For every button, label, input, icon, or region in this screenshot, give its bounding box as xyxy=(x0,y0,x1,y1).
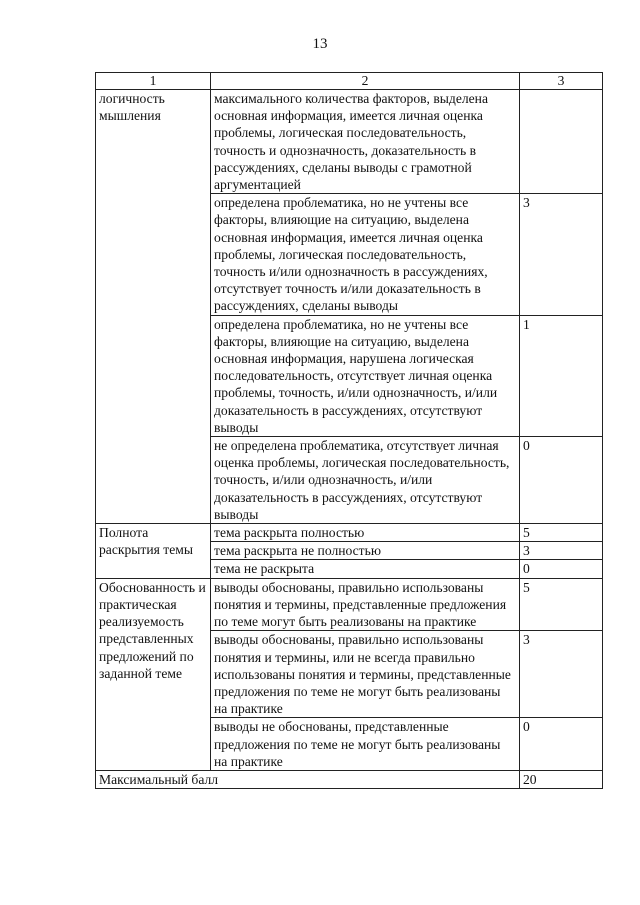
criteria-table xyxy=(95,72,603,789)
score-cell: 0 xyxy=(520,437,603,524)
score-cell: 5 xyxy=(520,578,603,631)
header-row xyxy=(96,73,603,90)
score-cell: 3 xyxy=(520,194,603,315)
description-cell: выводы обоснованы, правильно использованы понятия и термины, или не всегда правильно использованы понятия и термины, представленные предложения по теме не могут быть реализованы на практике xyxy=(211,631,520,718)
description-cell: определена проблематика, но не учтены все факторы, влияющие на ситуацию, выделена основная информация, имеется личная оценка проблемы, логическая последовательность, точность и/или однозначность в рассуждениях, отсутствует точность и/или доказательность в рассуждениях, сделаны выводы xyxy=(211,194,520,315)
criterion-completeness: Полнота раскрытия темы xyxy=(96,524,211,579)
total-row xyxy=(96,770,603,788)
score-cell: 0 xyxy=(520,560,603,578)
score-cell xyxy=(520,90,603,194)
description-cell: выводы обоснованы, правильно использованы понятия и термины, представленные предложения по теме могут быть реализованы на практике xyxy=(211,578,520,631)
table-row xyxy=(96,578,603,631)
column-header-3: 3 xyxy=(520,73,603,90)
column-header-1: 1 xyxy=(96,73,211,90)
description-cell: выводы не обоснованы, представленные предложения по теме не могут быть реализованы на практике xyxy=(211,718,520,771)
description-cell: максимального количества факторов, выделена основная информация, имеется личная оценка проблемы, логическая последовательность, точность и однозначность, доказательность в рассуждениях, сделаны выводы с грамотной аргументацией xyxy=(211,90,520,194)
description-cell: тема не раскрыта xyxy=(211,560,520,578)
score-cell: 1 xyxy=(520,315,603,436)
description-cell: тема раскрыта полностью xyxy=(211,524,520,542)
total-value: 20 xyxy=(520,770,603,788)
table-row xyxy=(96,524,603,542)
score-cell: 0 xyxy=(520,718,603,771)
criterion-logic: логичность мышления xyxy=(96,90,211,524)
description-cell: определена проблематика, но не учтены все факторы, влияющие на ситуацию, выделена основная информация, нарушена логическая последовательность, отсутствует личная оценка проблемы, точность, и/или однозначность, и/или доказательность в рассуждениях, отсутствуют выводы xyxy=(211,315,520,436)
page-number: 13 xyxy=(312,36,328,52)
score-cell: 5 xyxy=(520,524,603,542)
description-cell: тема раскрыта не полностью xyxy=(211,542,520,560)
column-header-2: 2 xyxy=(211,73,520,90)
score-cell: 3 xyxy=(520,542,603,560)
description-cell: не определена проблематика, отсутствует личная оценка проблемы, логическая последовательность, точность, и/или однозначность, и/или доказательность в рассуждениях, отсутствуют выводы xyxy=(211,437,520,524)
criterion-validity: Обоснованность и практическая реализуемость представленных предложений по заданной теме xyxy=(96,578,211,770)
table-row xyxy=(96,90,603,194)
score-cell: 3 xyxy=(520,631,603,718)
total-label: Максимальный балл xyxy=(96,770,520,788)
